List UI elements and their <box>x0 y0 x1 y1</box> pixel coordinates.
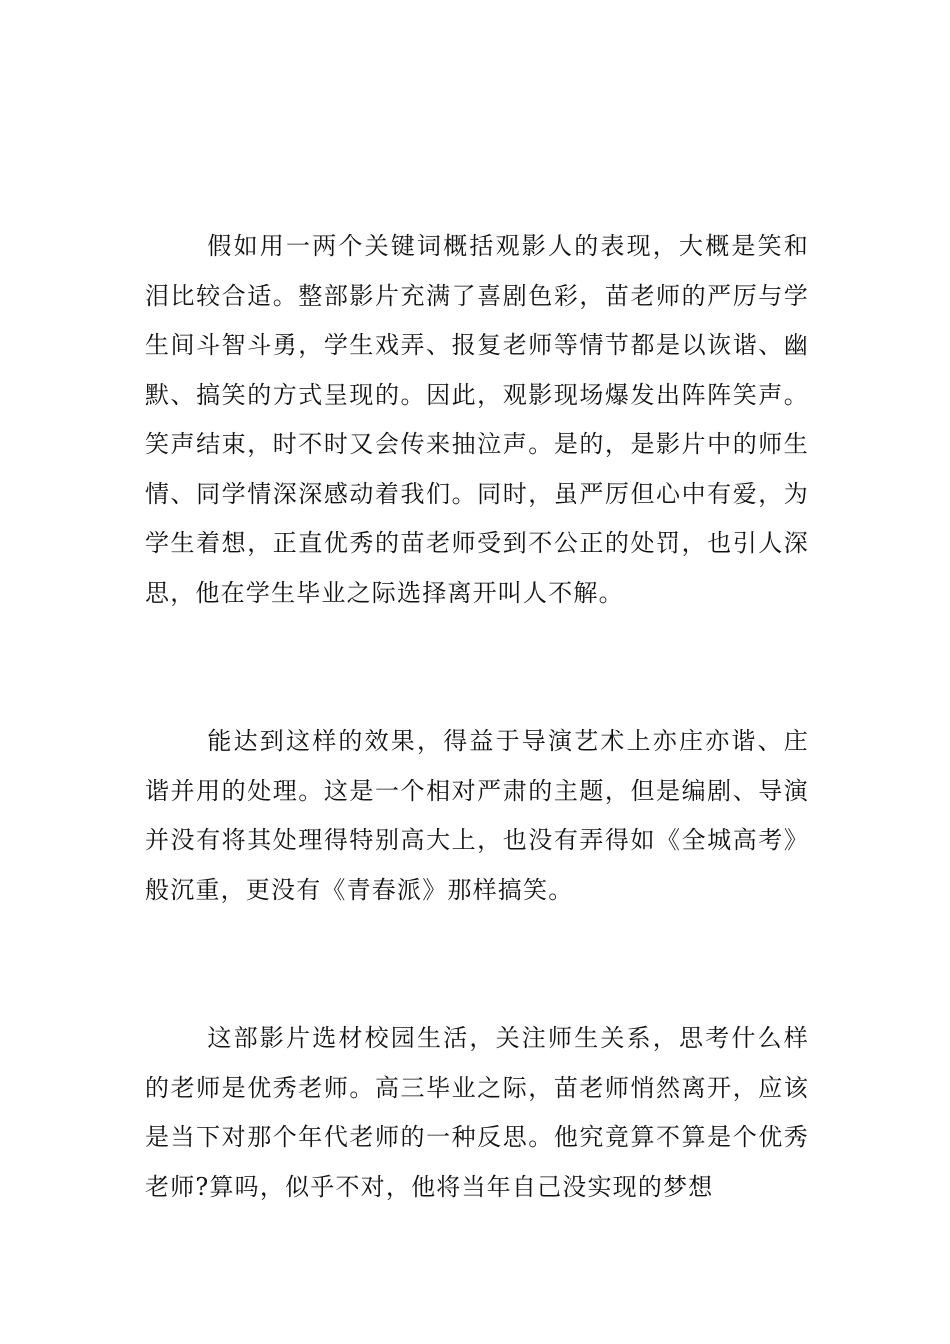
paragraph-3: 这部影片选材校园生活，关注师生关系，思考什么样的老师是优秀老师。高三毕业之际，苗老师悄然离开，应该是当下对那个年代老师的一种反思。他究竟算不算是个优秀老师?算吗，似乎不对，他将当年自己没实现的梦想 <box>145 1024 809 1201</box>
document-body <box>145 222 809 1212</box>
paragraph-1: 假如用一两个关键词概括观影人的表现，大概是笑和泪比较合适。整部影片充满了喜剧色彩，苗老师的严厉与学生间斗智斗勇，学生戏弄、报复老师等情节都是以诙谐、幽默、搞笑的方式呈现的。因此，观影现场爆发出阵阵笑声。笑声结束，时不时又会传来抽泣声。是的，是影片中的师生情、同学情深深感动着我们。同时，虽严厉但心中有爱，为学生着想，正直优秀的苗老师受到不公正的处罚，也引人深思，他在学生毕业之际选择离开叫人不解。 <box>145 232 809 607</box>
paragraph-2: 能达到这样的效果，得益于导演艺术上亦庄亦谐、庄谐并用的处理。这是一个相对严肃的主题，但是编剧、导演并没有将其处理得特别高大上，也没有弄得如《全城高考》般沉重，更没有《青春派》那样搞笑。 <box>145 727 809 904</box>
